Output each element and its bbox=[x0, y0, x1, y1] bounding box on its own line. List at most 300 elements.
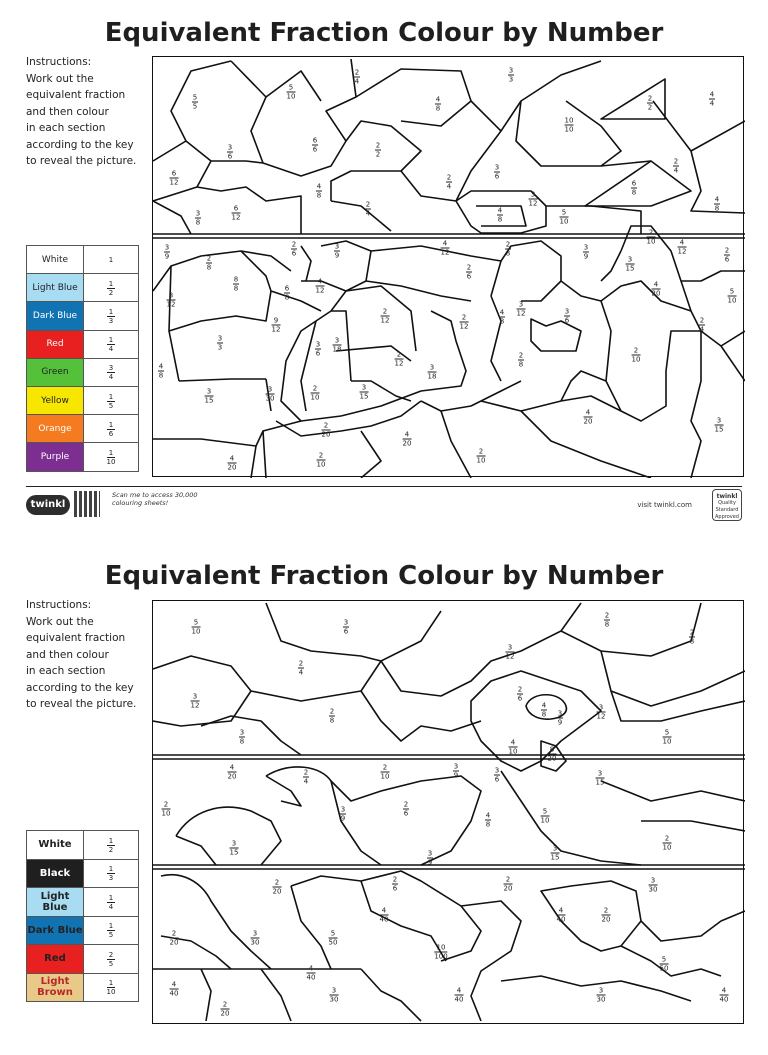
denominator: 20 bbox=[583, 417, 593, 426]
denominator: 4 bbox=[699, 325, 705, 334]
numerator: 2 bbox=[664, 834, 670, 843]
key-row bbox=[27, 330, 139, 358]
key-row bbox=[27, 916, 139, 945]
section-fraction-label bbox=[322, 422, 331, 439]
section-fraction-label bbox=[316, 278, 325, 295]
section-fraction-label bbox=[230, 840, 239, 857]
denominator: 6 bbox=[494, 172, 500, 181]
numerator: 4 bbox=[541, 701, 547, 710]
denominator: 5 bbox=[108, 959, 114, 968]
denominator: 8 bbox=[329, 716, 335, 725]
numerator: 3 bbox=[343, 618, 349, 627]
denominator: 8 bbox=[541, 710, 547, 719]
denominator: 8 bbox=[485, 820, 491, 829]
denominator: 8 bbox=[195, 218, 201, 227]
section-fraction-label bbox=[551, 845, 560, 862]
denominator: 8 bbox=[316, 191, 322, 200]
section-fraction-label bbox=[403, 431, 412, 448]
denominator: 9 bbox=[340, 814, 346, 823]
numerator: 3 bbox=[597, 769, 603, 778]
section-fraction-label bbox=[239, 729, 245, 746]
numerator: 4 bbox=[585, 408, 591, 417]
denominator: 40 bbox=[379, 915, 389, 924]
denominator: 8 bbox=[714, 204, 720, 213]
numerator: 2 bbox=[171, 929, 177, 938]
key-row bbox=[27, 831, 139, 860]
denominator: 6 bbox=[392, 884, 398, 893]
denominator: 50 bbox=[659, 964, 669, 973]
numerator: 5 bbox=[661, 955, 667, 964]
denominator: 6 bbox=[517, 694, 523, 703]
section-fraction-label bbox=[504, 876, 513, 893]
key-colour-swatch: Red bbox=[27, 945, 84, 974]
numerator: 3 bbox=[508, 66, 514, 75]
key-colour-swatch: Black bbox=[27, 859, 84, 888]
numerator: 4 bbox=[714, 195, 720, 204]
section-fraction-label bbox=[548, 746, 557, 763]
denominator: 10 bbox=[476, 456, 486, 465]
section-fraction-label bbox=[584, 409, 593, 426]
denominator: 30 bbox=[265, 394, 275, 403]
numerator: 4 bbox=[171, 980, 177, 989]
section-fraction-label bbox=[381, 764, 390, 781]
numerator: 4 bbox=[485, 811, 491, 820]
numerator: 3 bbox=[427, 849, 433, 858]
denominator: 20 bbox=[272, 887, 282, 896]
denominator: 20 bbox=[169, 938, 179, 947]
denominator: 8 bbox=[239, 737, 245, 746]
instruction-line: Work out the bbox=[26, 615, 94, 628]
denominator: 20 bbox=[402, 439, 412, 448]
section-fraction-label bbox=[315, 341, 321, 358]
numerator: 3 bbox=[530, 190, 536, 199]
denominator: 6 bbox=[312, 145, 318, 154]
numerator: 3 bbox=[267, 385, 273, 394]
numerator: 4 bbox=[435, 95, 441, 104]
numerator: 1 bbox=[108, 420, 114, 429]
denominator: 100 bbox=[434, 952, 448, 961]
numerator: 2 bbox=[466, 263, 472, 272]
denominator: 10 bbox=[106, 988, 116, 997]
key-colour-swatch: Yellow bbox=[27, 386, 84, 414]
instruction-line: and then colour bbox=[26, 105, 109, 118]
section-fraction-label bbox=[724, 247, 730, 264]
denominator: 8 bbox=[518, 360, 524, 369]
numerator: 6 bbox=[171, 169, 177, 178]
key-fraction bbox=[84, 859, 139, 888]
key-colour-swatch: Orange bbox=[27, 415, 84, 443]
section-fraction-label bbox=[453, 763, 459, 780]
denominator: 20 bbox=[651, 289, 661, 298]
instruction-line: and then colour bbox=[26, 648, 109, 661]
section-fraction-label bbox=[375, 142, 381, 159]
numerator: 4 bbox=[653, 280, 659, 289]
instruction-line: equivalent fraction bbox=[26, 632, 126, 644]
denominator: 6 bbox=[403, 809, 409, 818]
twinkl-logo[interactable]: twinkl bbox=[26, 495, 70, 515]
numerator: 4 bbox=[721, 986, 727, 995]
section-fraction-label bbox=[162, 801, 171, 818]
section-fraction-label bbox=[380, 907, 389, 924]
denominator: 6 bbox=[494, 775, 500, 784]
section-fraction-label bbox=[557, 907, 566, 924]
numerator: 2 bbox=[365, 200, 371, 209]
numerator: 2 bbox=[603, 906, 609, 915]
numerator: 2 bbox=[382, 763, 388, 772]
scan-text: Scan me to access 30,000 colouring sheets! bbox=[112, 491, 198, 507]
section-fraction-label bbox=[435, 96, 441, 113]
denominator: 3 bbox=[508, 75, 514, 84]
denominator: 40 bbox=[306, 973, 316, 982]
numerator: 3 bbox=[334, 336, 340, 345]
numerator: 2 bbox=[689, 628, 695, 637]
key-fraction bbox=[84, 358, 139, 386]
denominator: 10 bbox=[380, 772, 390, 781]
key-row bbox=[27, 386, 139, 414]
key-colour-swatch: Light Brown bbox=[27, 973, 84, 1002]
numerator: 2 bbox=[312, 384, 318, 393]
outline-drawing bbox=[153, 57, 745, 478]
numerator: 2 bbox=[505, 875, 511, 884]
section-fraction-label bbox=[529, 191, 538, 208]
numerator: 3 bbox=[231, 839, 237, 848]
numerator: 3 bbox=[195, 209, 201, 218]
denominator: 5 bbox=[108, 931, 114, 940]
key-colour-swatch: White bbox=[27, 246, 84, 274]
denominator: 8 bbox=[505, 249, 511, 258]
key-fraction bbox=[84, 831, 139, 860]
section-fraction-label bbox=[403, 801, 409, 818]
key-colour-swatch: Green bbox=[27, 358, 84, 386]
section-fraction-label bbox=[330, 987, 339, 1004]
key-row bbox=[27, 274, 139, 302]
section-fraction-label bbox=[354, 69, 360, 86]
numerator: 6 bbox=[312, 136, 318, 145]
section-fraction-label bbox=[714, 196, 720, 213]
section-fraction-label bbox=[678, 239, 687, 256]
section-fraction-label bbox=[303, 769, 309, 786]
section-fraction-label bbox=[517, 686, 523, 703]
denominator: 20 bbox=[321, 430, 331, 439]
numerator: 2 bbox=[108, 950, 114, 959]
instruction-line: according to the key bbox=[26, 138, 134, 151]
section-fraction-label bbox=[652, 281, 661, 298]
numerator: 2 bbox=[303, 768, 309, 777]
section-fraction-label bbox=[441, 240, 450, 257]
section-fraction-label bbox=[381, 308, 390, 325]
denominator: 6 bbox=[564, 316, 570, 325]
denominator: 12 bbox=[315, 286, 325, 295]
denominator: 8 bbox=[284, 293, 290, 302]
instruction-line: Work out the bbox=[26, 72, 94, 85]
section-fraction-label bbox=[266, 386, 275, 403]
numerator: 1 bbox=[108, 836, 114, 845]
section-fraction-label bbox=[597, 987, 606, 1004]
denominator: 2 bbox=[108, 845, 114, 854]
section-fraction-label bbox=[287, 84, 296, 101]
section-fraction-label bbox=[485, 812, 491, 829]
numerator: 3 bbox=[334, 242, 340, 251]
section-fraction-label bbox=[596, 770, 605, 787]
section-fraction-label bbox=[164, 244, 170, 261]
section-fraction-label bbox=[365, 201, 371, 218]
numerator: 3 bbox=[494, 163, 500, 172]
denominator: 10 bbox=[662, 737, 672, 746]
denominator: 12 bbox=[459, 322, 469, 331]
denominator: 4 bbox=[108, 373, 114, 382]
section-fraction-label bbox=[715, 417, 724, 434]
numerator: 2 bbox=[403, 800, 409, 809]
section-fraction-label bbox=[170, 930, 179, 947]
numerator: 1 bbox=[108, 922, 114, 931]
section-fraction-label bbox=[329, 708, 335, 725]
numerator: 1 bbox=[108, 979, 114, 988]
denominator: 20 bbox=[220, 1009, 230, 1018]
page-title: Equivalent Fraction Colour by Number bbox=[104, 561, 664, 591]
instruction-line: according to the key bbox=[26, 681, 134, 694]
denominator: 4 bbox=[673, 166, 679, 175]
section-fraction-label bbox=[517, 301, 526, 318]
section-fraction-label bbox=[273, 879, 282, 896]
denominator: 10 bbox=[161, 809, 171, 818]
denominator: 4 bbox=[365, 209, 371, 218]
section-fraction-label bbox=[170, 981, 179, 998]
numerator: 4 bbox=[316, 182, 322, 191]
numerator: 2 bbox=[446, 173, 452, 182]
numerator: 4 bbox=[308, 964, 314, 973]
denominator: 9 bbox=[334, 251, 340, 260]
instruction-line: in each section bbox=[26, 122, 106, 134]
numerator: 3 bbox=[650, 876, 656, 885]
instruction-line: in each section bbox=[26, 665, 106, 677]
numerator: 2 bbox=[518, 351, 524, 360]
key-row bbox=[27, 415, 139, 443]
denominator: 12 bbox=[516, 309, 526, 318]
numerator: 3 bbox=[252, 929, 258, 938]
denominator: 15 bbox=[625, 264, 635, 273]
denominator: 8 bbox=[631, 188, 637, 197]
denominator: 6 bbox=[227, 152, 233, 161]
section-fraction-label bbox=[228, 455, 237, 472]
numerator: 6 bbox=[284, 284, 290, 293]
section-fraction-label bbox=[233, 276, 239, 293]
numerator: 3 bbox=[108, 364, 114, 373]
denominator: 12 bbox=[596, 712, 606, 721]
numerator: 2 bbox=[392, 875, 398, 884]
section-fraction-label bbox=[632, 347, 641, 364]
denominator: 4 bbox=[354, 77, 360, 86]
key-colour-swatch: Dark Blue bbox=[27, 302, 84, 330]
colour-key bbox=[26, 830, 139, 1002]
section-fraction-label bbox=[334, 243, 340, 260]
section-fraction-label bbox=[316, 183, 322, 200]
visit-link[interactable]: visit twinkl.com bbox=[637, 501, 692, 509]
qr-code-icon[interactable] bbox=[74, 491, 100, 517]
instruction-line: equivalent fraction bbox=[26, 89, 126, 101]
colour-by-number-picture bbox=[152, 56, 744, 477]
section-fraction-label bbox=[217, 335, 223, 352]
numerator: 4 bbox=[510, 738, 516, 747]
numerator: 3 bbox=[518, 300, 524, 309]
section-fraction-label bbox=[602, 907, 611, 924]
key-fraction bbox=[84, 888, 139, 917]
section-fraction-label bbox=[466, 264, 472, 281]
section-fraction-label bbox=[673, 158, 679, 175]
numerator: 2 bbox=[329, 707, 335, 716]
numerator: 1 bbox=[108, 336, 114, 345]
denominator: 20 bbox=[227, 772, 237, 781]
denominator: 15 bbox=[550, 853, 560, 862]
section-fraction-label bbox=[557, 710, 563, 727]
numerator: 8 bbox=[233, 275, 239, 284]
section-fraction-label bbox=[167, 292, 176, 309]
section-fraction-label bbox=[312, 137, 318, 154]
denominator: 15 bbox=[204, 396, 214, 405]
section-fraction-label bbox=[191, 693, 200, 710]
numerator: 2 bbox=[375, 141, 381, 150]
denominator: 12 bbox=[505, 652, 515, 661]
section-fraction-label bbox=[508, 67, 514, 84]
denominator: 8 bbox=[689, 637, 695, 646]
key-row bbox=[27, 443, 139, 471]
numerator: 3 bbox=[315, 340, 321, 349]
section-fraction-label bbox=[228, 764, 237, 781]
outline-drawing bbox=[153, 601, 745, 1025]
section-fraction-label bbox=[395, 351, 404, 368]
worksheet-2 bbox=[0, 543, 768, 1055]
section-fraction-label bbox=[699, 317, 705, 334]
denominator: 2 bbox=[375, 150, 381, 159]
numerator: 5 bbox=[561, 208, 567, 217]
section-fraction-label bbox=[192, 619, 201, 636]
numerator: 2 bbox=[318, 451, 324, 460]
denominator: 9 bbox=[164, 252, 170, 261]
numerator: 3 bbox=[716, 416, 722, 425]
key-colour-swatch: Purple bbox=[27, 443, 84, 471]
section-fraction-label bbox=[360, 384, 369, 401]
numerator: 1 bbox=[108, 279, 114, 288]
denominator: 18 bbox=[427, 372, 437, 381]
section-fraction-label bbox=[494, 767, 500, 784]
numerator: 1 bbox=[108, 865, 114, 874]
denominator: 30 bbox=[329, 995, 339, 1004]
numerator: 10 bbox=[564, 116, 574, 125]
section-fraction-label bbox=[317, 452, 326, 469]
section-fraction-label bbox=[647, 229, 656, 246]
denominator: 10 bbox=[540, 816, 550, 825]
denominator: 3 bbox=[217, 343, 223, 352]
key-row bbox=[27, 246, 139, 274]
section-fraction-label bbox=[206, 255, 212, 272]
numerator: 5 bbox=[664, 728, 670, 737]
section-fraction-label bbox=[311, 385, 320, 402]
numerator: 3 bbox=[598, 986, 604, 995]
section-fraction-label bbox=[709, 91, 715, 108]
denominator: 2 bbox=[108, 288, 114, 297]
section-fraction-label bbox=[158, 363, 164, 380]
section-fraction-label bbox=[434, 944, 447, 961]
numerator: 3 bbox=[598, 703, 604, 712]
denominator: 12 bbox=[190, 701, 200, 710]
denominator: 10 bbox=[286, 92, 296, 101]
section-fraction-label bbox=[428, 364, 437, 381]
denominator: 5 bbox=[192, 102, 198, 111]
numerator: 2 bbox=[478, 447, 484, 456]
numerator: 3 bbox=[239, 728, 245, 737]
numerator: 2 bbox=[222, 1000, 228, 1009]
instruction-line: Instructions: bbox=[26, 56, 92, 68]
section-fraction-label bbox=[499, 309, 505, 326]
denominator: 6 bbox=[343, 627, 349, 636]
numerator: 3 bbox=[206, 387, 212, 396]
key-fraction bbox=[84, 443, 139, 471]
denominator: 18 bbox=[332, 345, 342, 354]
numerator: 1 bbox=[108, 392, 114, 401]
section-fraction-label bbox=[291, 241, 297, 258]
numerator: 2 bbox=[291, 240, 297, 249]
numerator: 2 bbox=[206, 254, 212, 263]
denominator: 30 bbox=[250, 938, 260, 947]
section-fraction-label bbox=[720, 987, 729, 1004]
denominator: 8 bbox=[233, 284, 239, 293]
denominator: 6 bbox=[724, 255, 730, 264]
denominator: 9 bbox=[453, 771, 459, 780]
section-fraction-label bbox=[298, 660, 304, 677]
key-fraction bbox=[84, 302, 139, 330]
numerator: 5 bbox=[330, 929, 336, 938]
section-fraction-label bbox=[597, 704, 606, 721]
denominator: 2 bbox=[647, 103, 653, 112]
numerator: 4 bbox=[229, 763, 235, 772]
denominator: 10 bbox=[559, 217, 569, 226]
denominator: 30 bbox=[648, 885, 658, 894]
section-fraction-label bbox=[170, 170, 179, 187]
key-colour-swatch: Dark Blue bbox=[27, 916, 84, 945]
key-row bbox=[27, 888, 139, 917]
denominator: 4 bbox=[108, 902, 114, 911]
section-fraction-label bbox=[660, 956, 669, 973]
numerator: 4 bbox=[709, 90, 715, 99]
denominator: 15 bbox=[229, 848, 239, 857]
denominator: 12 bbox=[231, 213, 241, 222]
numerator: 3 bbox=[507, 643, 513, 652]
key-colour-swatch: Light Blue bbox=[27, 888, 84, 917]
instruction-line: Instructions: bbox=[26, 599, 92, 611]
denominator: 8 bbox=[499, 317, 505, 326]
numerator: 3 bbox=[627, 255, 633, 264]
denominator: 4 bbox=[298, 668, 304, 677]
key-row bbox=[27, 973, 139, 1002]
denominator: 10 bbox=[191, 627, 201, 636]
denominator: 10 bbox=[646, 237, 656, 246]
key-fraction bbox=[84, 415, 139, 443]
section-fraction-label bbox=[427, 850, 433, 867]
numerator: 2 bbox=[633, 346, 639, 355]
denominator: 8 bbox=[604, 620, 610, 629]
numerator: 2 bbox=[517, 685, 523, 694]
section-fraction-label bbox=[227, 144, 233, 161]
denominator: 6 bbox=[466, 272, 472, 281]
numerator: 3 bbox=[583, 243, 589, 252]
section-fraction-label bbox=[221, 1001, 230, 1018]
numerator: 2 bbox=[461, 313, 467, 322]
key-row bbox=[27, 945, 139, 974]
key-colour-swatch: White bbox=[27, 831, 84, 860]
denominator: 8 bbox=[497, 215, 503, 224]
denominator: 50 bbox=[328, 938, 338, 947]
numerator: 3 bbox=[557, 709, 563, 718]
section-fraction-label bbox=[460, 314, 469, 331]
